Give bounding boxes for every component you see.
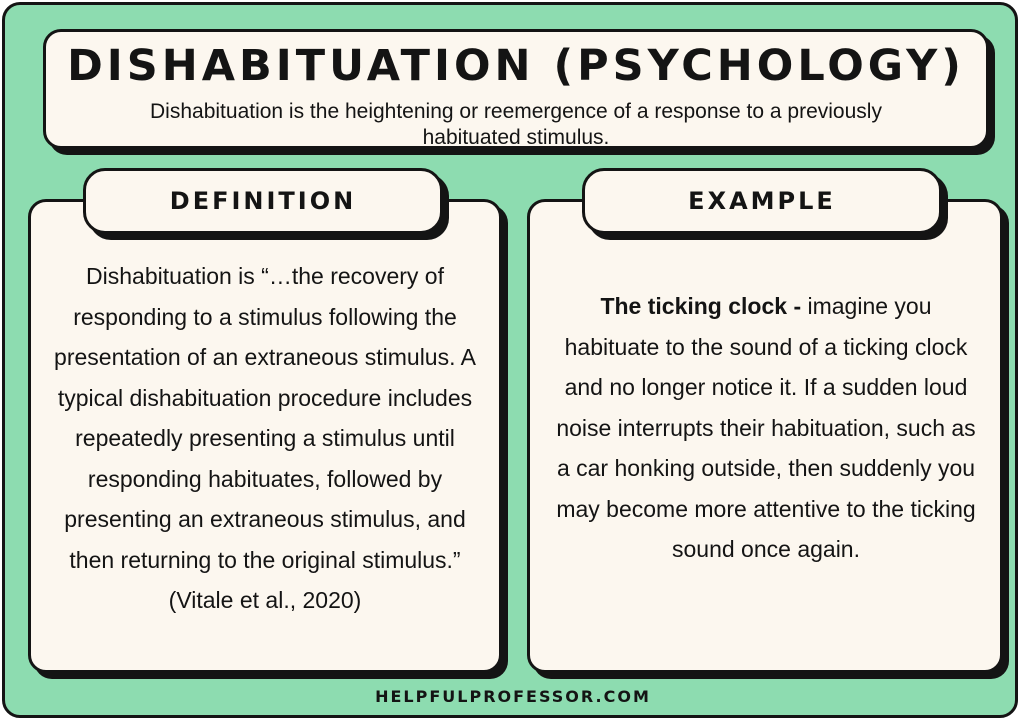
definition-panel — [28, 199, 502, 673]
definition-citation: (Vitale et al., 2020) — [168, 587, 362, 613]
footer-site-label: HELPFULPROFESSOR.COM — [375, 687, 651, 706]
definition-text: Dishabituation is “…the recovery of responding to a stimulus following the presentation of an extraneous stimulus. A typical dishabituation procedure includes repeatedly presenting a stimulus until responding habituates, followed by presenting an extraneous stimulus, and then returning to the original stimulus.” — [54, 263, 476, 573]
example-lead: The ticking clock - — [600, 293, 802, 319]
definition-label-card — [83, 168, 443, 234]
page-title: DISHABITUATION (PSYCHOLOGY) — [67, 41, 965, 91]
example-label-card — [582, 168, 942, 234]
definition-heading: DEFINITION — [169, 187, 357, 215]
example-text: imagine you habituate to the sound of a ticking clock and no longer notice it. If a sudden loud noise interrupts their habituation, such as a car honking outside, then suddenly you may become more attentive to the ticking sound once again. — [556, 293, 976, 562]
example-heading: EXAMPLE — [688, 187, 836, 215]
page-subtitle: Dishabituation is the heightening or reemergence of a response to a previously habituated stimulus. — [150, 100, 882, 150]
definition-body — [53, 256, 477, 621]
infographic-background — [2, 2, 1018, 718]
title-card — [43, 29, 989, 149]
example-panel — [527, 199, 1003, 673]
example-body — [552, 286, 980, 570]
